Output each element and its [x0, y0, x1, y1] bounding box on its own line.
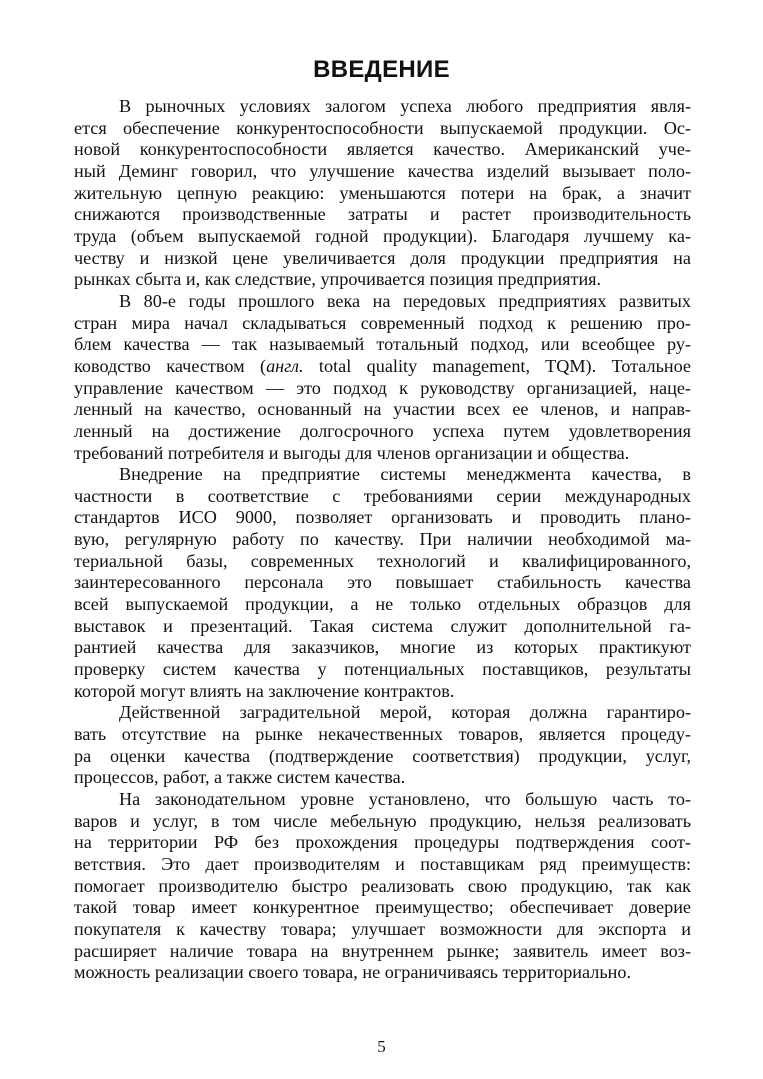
text-line: снижаются производственные затраты и растет производительность: [74, 204, 691, 225]
text-line: вую, регулярную работу по качеству. При наличии необходимой ма-: [74, 529, 691, 550]
text-line: ленный на достижение долгосрочного успеха путем удовлетворения: [74, 420, 691, 441]
page-title: ВВЕДЕНИЕ: [313, 56, 450, 83]
body-text: [74, 96, 691, 984]
text-line: Действенной заградительной мерой, которая должна гарантиро-: [119, 702, 691, 723]
text-line: ководство качеством (англ. total quality management, TQM). Тотальное: [74, 355, 692, 376]
text-line: частности в соответствие с требованиями серии международных: [74, 485, 691, 506]
text-line: процессов, работ, а также систем качества.: [74, 767, 406, 788]
text-line: которой могут влиять на заключение контрактов.: [74, 680, 455, 701]
text-line: В рыночных условиях залогом успеха любого предприятия явля-: [119, 96, 691, 116]
text-line: покупателя к качеству товара; улучшает возможности для экспорта и: [74, 918, 691, 939]
text-line: требований потребителя и выгоды для членов организации и общества.: [74, 442, 630, 463]
text-line: ветствия. Это дает производителям и поставщикам ряд преимуществ:: [74, 853, 691, 874]
text-line: расширяет наличие товара на внутреннем рынке; заявитель имеет воз-: [74, 940, 691, 961]
text-line: новой конкурентоспособности является качество. Американский уче-: [74, 139, 691, 160]
text-line: на территории РФ без прохождения процедуры подтверждения соот-: [74, 832, 691, 853]
text-line: всей выпускаемой продукции, а не только отдельных образцов для: [74, 594, 691, 615]
text-line: На законодательном уровне установлено, что большую часть то-: [119, 789, 691, 809]
text-line: блем качества — так называемый тотальный подход, или всеобщее ру-: [74, 334, 691, 355]
text-line: такой товар имеет конкурентное преимущество; обеспечивает доверие: [74, 897, 691, 918]
text-line: стандартов ИСО 9000, позволяет организовать и проводить плано-: [74, 507, 691, 528]
text-line: жительную цепную реакцию: уменьшаются потери на брак, а значит: [74, 182, 691, 203]
paragraph: [74, 464, 691, 702]
text-line: проверку систем качества у потенциальных поставщиков, результаты: [74, 659, 691, 680]
text-line: выставок и презентаций. Такая система служит дополнительной га-: [74, 615, 691, 636]
text-line: Внедрение на предприятие системы менеджмента качества, в: [119, 464, 691, 485]
text-line: ра оценки качества (подтверждение соответствия) продукции, услуг,: [74, 745, 691, 766]
text-line: управление качеством — это подход к руководству организацией, наце-: [74, 377, 691, 398]
text-line: помогает производителю быстро реализовать свою продукцию, так как: [74, 875, 691, 896]
text-line: заинтересованного персонала это повышает стабильность качества: [74, 572, 691, 593]
text-line: вать отсутствие на рынке некачественных товаров, является процеду-: [74, 724, 691, 745]
text-line: рантией качества для заказчиков, многие из которых практикуют: [74, 637, 691, 658]
paragraph: [74, 291, 691, 464]
page-number: 5: [377, 1037, 386, 1056]
text-line: честву и низкой цене увеличивается доля продукции предприятия на: [74, 247, 691, 268]
paragraph: [74, 702, 691, 789]
text-line: рынках сбыта и, как следствие, упрочивается позиция предприятия.: [74, 269, 602, 290]
text-line: варов и услуг, в том числе мебельную продукцию, нельзя реализовать: [74, 810, 691, 831]
text-line: можность реализации своего товара, не ограничиваясь территориально.: [74, 962, 632, 983]
text-line: труда (объем выпускаемой годной продукции). Благодаря лучшему ка-: [74, 225, 691, 246]
text-line: ется обеспечение конкурентоспособности выпускаемой продукции. Ос-: [74, 117, 691, 138]
text-line: В 80-е годы прошлого века на передовых предприятиях развитых: [119, 290, 691, 311]
text-line: ленный на качество, основанный на участии всех ее членов, и направ-: [74, 399, 691, 420]
text-line: териальной базы, современных технологий и квалифицированного,: [74, 550, 691, 571]
paragraph: [74, 96, 691, 291]
paragraph: [74, 789, 691, 984]
text-line: стран мира начал складываться современный подход к решению про-: [74, 312, 691, 333]
text-line: ный Деминг говорил, что улучшение качества изделий вызывает поло-: [74, 160, 691, 181]
